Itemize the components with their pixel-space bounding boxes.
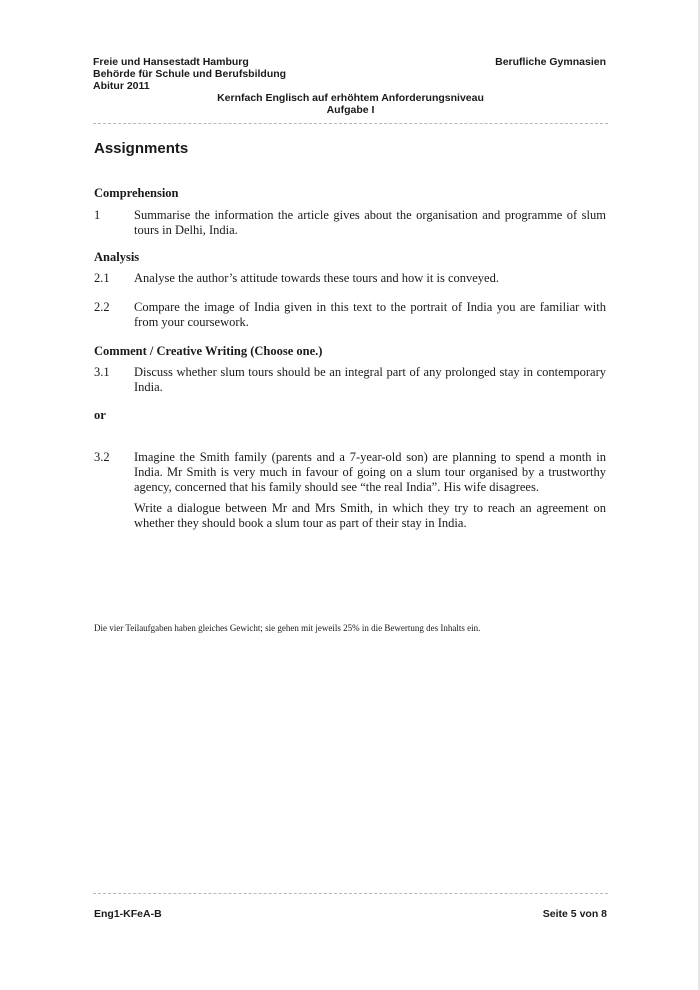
header-line-exam: Abitur 2011 bbox=[93, 80, 150, 92]
section-heading-comprehension: Comprehension bbox=[94, 186, 179, 200]
header-school-type: Berufliche Gymnasien bbox=[495, 56, 606, 68]
section-heading-comment: Comment / Creative Writing (Choose one.) bbox=[94, 344, 323, 358]
weighting-note: Die vier Teilaufgaben haben gleiches Gewicht; sie gehen mit jeweils 25% in die Bewertung des Inhalts ein. bbox=[94, 623, 481, 633]
header-divider bbox=[93, 123, 608, 124]
task-text-3-1: Discuss whether slum tours should be an integral part of any prolonged stay in contemporary India. bbox=[134, 365, 606, 394]
header-line-authority: Behörde für Schule und Berufsbildung bbox=[93, 68, 287, 80]
task-number-2-1: 2.1 bbox=[94, 271, 110, 285]
page-number: Seite 5 von 8 bbox=[542, 908, 607, 920]
page-title: Assignments bbox=[94, 140, 189, 157]
task-number-1: 1 bbox=[94, 208, 101, 222]
task-text-3-2-scenario: Imagine the Smith family (parents and a 7-year-old son) are planning to spend a month in India. Mr Smith is very much in favour of going on a slum tour organised by a trustworthy agency, concerned that his family should see “the real India”. His wife disagrees. bbox=[134, 450, 606, 494]
choice-or-label: or bbox=[94, 408, 106, 422]
header-institution bbox=[93, 56, 286, 92]
task-text-2-1: Analyse the author’s attitude towards these tours and how it is conveyed. bbox=[134, 271, 499, 285]
task-text-1: Summarise the information the article gives about the organisation and programme of slum tours in Delhi, India. bbox=[134, 208, 606, 237]
task-number-3-2: 3.2 bbox=[94, 450, 110, 464]
document-code: Eng1-KFeA-B bbox=[94, 908, 162, 920]
task-text-2-2: Compare the image of India given in this text to the portrait of India you are familiar with from your coursework. bbox=[134, 300, 606, 329]
task-text-3-2 bbox=[134, 450, 606, 531]
task-number-2-2: 2.2 bbox=[94, 300, 110, 314]
header-task: Aufgabe I bbox=[326, 104, 375, 116]
section-heading-analysis: Analysis bbox=[94, 250, 140, 264]
task-text-3-2-instruction: Write a dialogue between Mr and Mrs Smith, in which they try to reach an agreement on whether they should book a slum tour as part of their stay in India. bbox=[134, 501, 606, 530]
header-line-city: Freie und Hansestadt Hamburg bbox=[93, 56, 249, 68]
header-course: Kernfach Englisch auf erhöhtem Anforderungsniveau bbox=[217, 92, 484, 104]
footer-divider bbox=[93, 893, 608, 894]
header-subject bbox=[93, 92, 608, 116]
task-number-3-1: 3.1 bbox=[94, 365, 110, 379]
